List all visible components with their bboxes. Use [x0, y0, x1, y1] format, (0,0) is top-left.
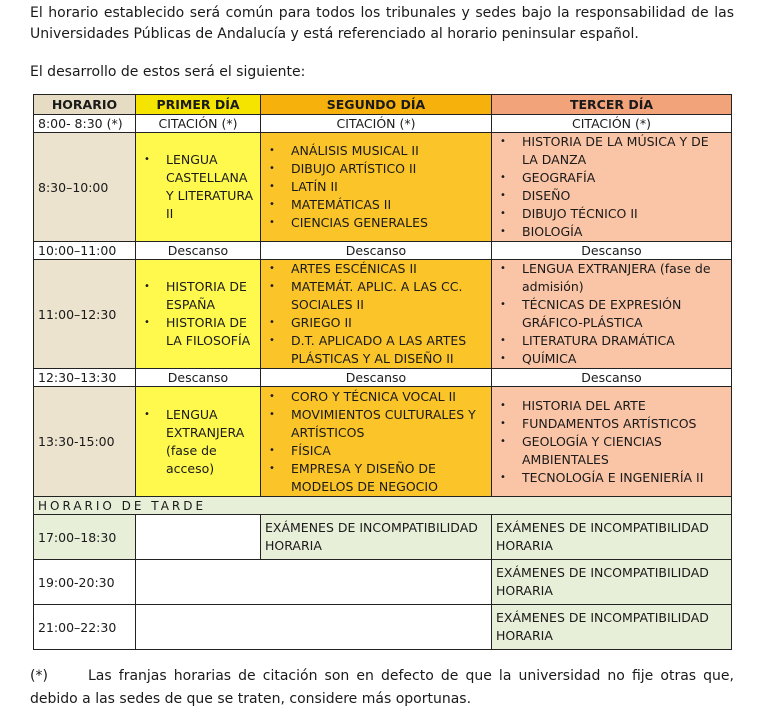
subject-list [140, 406, 256, 478]
subject-item: • QUÍMICA [496, 350, 727, 368]
time-cell: 11:00–12:30 [34, 260, 136, 369]
subject-list [496, 260, 727, 368]
subject-item: • LENGUA EXTRANJERA (fase de admisión) [496, 260, 727, 296]
tarde2-empty [136, 560, 492, 605]
intro-paragraph: El horario establecido será común para todos los tribunales y sedes bajo la responsabilidad de las Universidades Públicas de Andalucía y está referenciado al horario peninsular español. [30, 5, 734, 42]
citacion-row [34, 115, 732, 133]
subject-item: • LITERATURA DRAMÁTICA [496, 332, 727, 350]
subject-item: • MOVIMIENTOS CULTURALES Y ARTÍSTICOS [265, 406, 487, 442]
break2-row [34, 369, 732, 387]
citacion-d1: CITACIÓN (*) [136, 115, 261, 133]
slot2-d1 [136, 260, 261, 369]
subject-item: • LATÍN II [265, 178, 487, 196]
subject-item: • D.T. APLICADO A LAS ARTES PLÁSTICAS Y AL DISEÑO II [265, 332, 487, 368]
time-cell: 21:00–22:30 [34, 605, 136, 650]
subject-item: • ANÁLISIS MUSICAL II [265, 142, 487, 160]
time-cell: 12:30–13:30 [34, 369, 136, 387]
time-cell: 19:00-20:30 [34, 560, 136, 605]
subject-item: • DIBUJO ARTÍSTICO II [265, 160, 487, 178]
subject-item: • CIENCIAS GENERALES [265, 214, 487, 232]
slot1-d1 [136, 133, 261, 242]
subject-item: • FUNDAMENTOS ARTÍSTICOS [496, 415, 727, 433]
subject-item: • HISTORIA DE LA MÚSICA Y DE LA DANZA [496, 133, 727, 169]
header-tercer-dia: TERCER DÍA [492, 95, 732, 115]
subject-item: • FÍSICA [265, 442, 487, 460]
subject-item: • HISTORIA DE LA FILOSOFÍA [140, 314, 256, 350]
tarde2-d3: EXÁMENES DE INCOMPATIBILIDAD HORARIA [492, 560, 732, 605]
subject-item: • HISTORIA DE ESPAÑA [140, 278, 256, 314]
footnote-text: Las franjas horarias de citación son en defecto de que la universidad no fije otras que, debido a las sedes de que se traten, considere más oportunas. [30, 668, 734, 707]
slot2-d3 [492, 260, 732, 369]
tarde1-d2: EXÁMENES DE INCOMPATIBILIDAD HORARIA [261, 515, 492, 560]
subject-item: • HISTORIA DEL ARTE [496, 397, 727, 415]
subject-list [140, 278, 256, 350]
subject-item: • MATEMÁTICAS II [265, 196, 487, 214]
subject-item: • TECNOLOGÍA E INGENIERÍA II [496, 469, 727, 487]
slot3-d2 [261, 387, 492, 497]
slot3-row [34, 387, 732, 497]
slot1-d2 [261, 133, 492, 242]
subject-item: • TÉCNICAS DE EXPRESIÓN GRÁFICO-PLÁSTICA [496, 296, 727, 332]
tarde2-row [34, 560, 732, 605]
header-primer-dia: PRIMER DÍA [136, 95, 261, 115]
subject-item: • LENGUA EXTRANJERA (fase de acceso) [140, 406, 256, 478]
header-segundo-dia: SEGUNDO DÍA [261, 95, 492, 115]
tarde3-empty [136, 605, 492, 650]
subject-item: • CORO Y TÉCNICA VOCAL II [265, 388, 487, 406]
subject-item: • ARTES ESCÉNICAS II [265, 260, 487, 278]
slot2-row [34, 260, 732, 369]
subject-list [140, 151, 256, 223]
time-cell: 8:00- 8:30 (*) [34, 115, 136, 133]
subject-list [496, 133, 727, 241]
break1-d3: Descanso [492, 242, 732, 260]
tarde-label: HORARIO DE TARDE [34, 497, 732, 515]
footnote-mark: (*) [30, 668, 48, 684]
slot3-d1 [136, 387, 261, 497]
subject-item: • DISEÑO [496, 187, 727, 205]
subject-item: • MATEMÁT. APLIC. A LAS CC. SOCIALES II [265, 278, 487, 314]
tarde1-row [34, 515, 732, 560]
tarde3-row [34, 605, 732, 650]
time-cell: 10:00–11:00 [34, 242, 136, 260]
subject-item: • DIBUJO TÉCNICO II [496, 205, 727, 223]
subject-item: • BIOLOGÍA [496, 223, 727, 241]
break2-d1: Descanso [136, 369, 261, 387]
tarde1-d3: EXÁMENES DE INCOMPATIBILIDAD HORARIA [492, 515, 732, 560]
slot1-row [34, 133, 732, 242]
subject-list [265, 260, 487, 368]
citacion-d3: CITACIÓN (*) [492, 115, 732, 133]
time-cell: 17:00–18:30 [34, 515, 136, 560]
subject-list [265, 388, 487, 496]
citacion-d2: CITACIÓN (*) [261, 115, 492, 133]
tarde-header-row [34, 497, 732, 515]
subject-item: • GRIEGO II [265, 314, 487, 332]
tarde3-d3: EXÁMENES DE INCOMPATIBILIDAD HORARIA [492, 605, 732, 650]
slot1-d3 [492, 133, 732, 242]
subject-item: • LENGUA CASTELLANA Y LITERATURA II [140, 151, 256, 223]
break2-d2: Descanso [261, 369, 492, 387]
break1-row [34, 242, 732, 260]
header-row [34, 95, 732, 115]
slot2-d2 [261, 260, 492, 369]
subject-item: • EMPRESA Y DISEÑO DE MODELOS DE NEGOCIO [265, 460, 487, 496]
time-cell: 8:30–10:00 [34, 133, 136, 242]
subject-list [265, 142, 487, 232]
schedule-table [33, 94, 732, 650]
break1-d1: Descanso [136, 242, 261, 260]
time-cell: 13:30-15:00 [34, 387, 136, 497]
subject-list [496, 397, 727, 487]
subject-item: • GEOLOGÍA Y CIENCIAS AMBIENTALES [496, 433, 727, 469]
slot3-d3 [492, 387, 732, 497]
lead-paragraph: El desarrollo de estos será el siguiente: [30, 64, 306, 80]
footnote [30, 665, 734, 711]
subject-item: • GEOGRAFÍA [496, 169, 727, 187]
header-horario: HORARIO [34, 95, 136, 115]
tarde1-d1-empty [136, 515, 261, 560]
break1-d2: Descanso [261, 242, 492, 260]
break2-d3: Descanso [492, 369, 732, 387]
